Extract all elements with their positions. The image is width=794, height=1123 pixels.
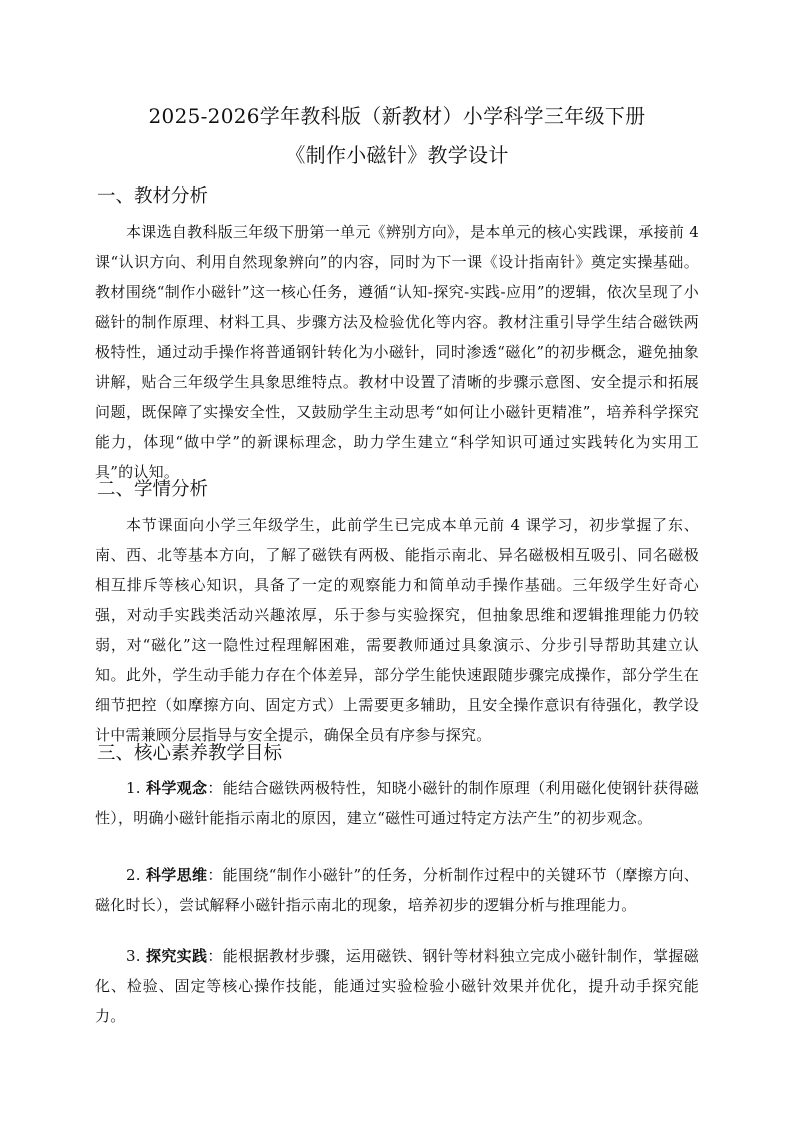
goal-item-scientific-concept	[95, 773, 699, 833]
section-heading-teaching-goals: 三、核心素养教学目标	[97, 743, 283, 764]
goal-text: ：能根据教材步骤，运用磁铁、钢针等材料独立完成小磁针制作，掌握磁化、检验、固定等核心操作技能，能通过实验检验小磁针效果并优化，提升动手探究能力。	[95, 947, 699, 1025]
goal-item-inquiry-practice	[95, 941, 699, 1031]
goal-item-scientific-thinking	[95, 860, 699, 920]
section-paragraph-textbook-analysis: 本课选自教科版三年级下册第一单元《辨别方向》，是本单元的核心实践课，承接前 4 课“认识方向、利用自然现象辨向”的内容，同时为下一课《设计指南针》奠定实操基础。教材围绕“制作小磁针”这一核心任务，遵循“认知-探究-实践-应用”的逻辑，依次呈现了小磁针的制作原理、材料工具、步骤方法及检验优化等内容。教材注重引导学生结合磁铁两极特性，通过动手操作将普通钢针转化为小磁针，同时渗透“磁化”的初步概念，避免抽象讲解，贴合三年级学生具象思维特点。教材中设置了清晰的步骤示意图、安全提示和拓展问题，既保障了实操安全性，又鼓励学生主动思考“如何让小磁针更精准”，培养科学探究能力，体现“做中学”的新课标理念，助力学生建立“科学知识可通过实践转化为实用工具”的认知。	[95, 223, 699, 481]
section-paragraph-student-analysis: 本节课面向小学三年级学生，此前学生已完成本单元前 4 课学习，初步掌握了东、南、西、北等基本方向，了解了磁铁有两极、能指示南北、异名磁极相互吸引、同名磁极相互排斥等核心知识，具备了一定的观察能力和简单动手操作基础。三年级学生好奇心强，对动手实践类活动兴趣浓厚，乐于参与实验探究，但抽象思维和逻辑推理能力仍较弱，对“磁化”这一隐性过程理解困难，需要教师通过具象演示、分步引导帮助其建立认知。此外，学生动手能力存在个体差异，部分学生能快速跟随步骤完成操作，部分学生在细节把控（如摩擦方向、固定方式）上需要更多辅助，且安全操作意识有待强化，教学设计中需兼顾分层指导与安全提示，确保全员有序参与探究。	[95, 516, 699, 744]
goal-text: ：能围绕“制作小磁针”的任务，分析制作过程中的关键环节（摩擦方向、磁化时长），尝试解释小磁针指示南北的现象，培养初步的逻辑分析与推理能力。	[95, 866, 699, 914]
document-title-line1: 2025-2026学年教科版（新教材）小学科学三年级下册	[148, 104, 646, 128]
section-heading-student-analysis: 二、学情分析	[97, 479, 209, 500]
goal-lead: 科学思维	[145, 866, 208, 884]
goal-number: 3.	[126, 947, 146, 965]
goal-number: 2.	[126, 866, 146, 884]
goal-text: ：能结合磁铁两极特性，知晓小磁针的制作原理（利用磁化使钢针获得磁性），明确小磁针能指示南北的原因，建立“磁性可通过特定方法产生”的初步观念。	[95, 779, 699, 827]
document-title-line2: 《制作小磁针》教学设计	[285, 143, 509, 167]
goal-lead: 科学观念	[145, 779, 208, 797]
goal-number: 1.	[126, 779, 146, 797]
section-heading-textbook-analysis: 一、教材分析	[97, 186, 209, 207]
goal-lead: 探究实践	[145, 947, 208, 965]
